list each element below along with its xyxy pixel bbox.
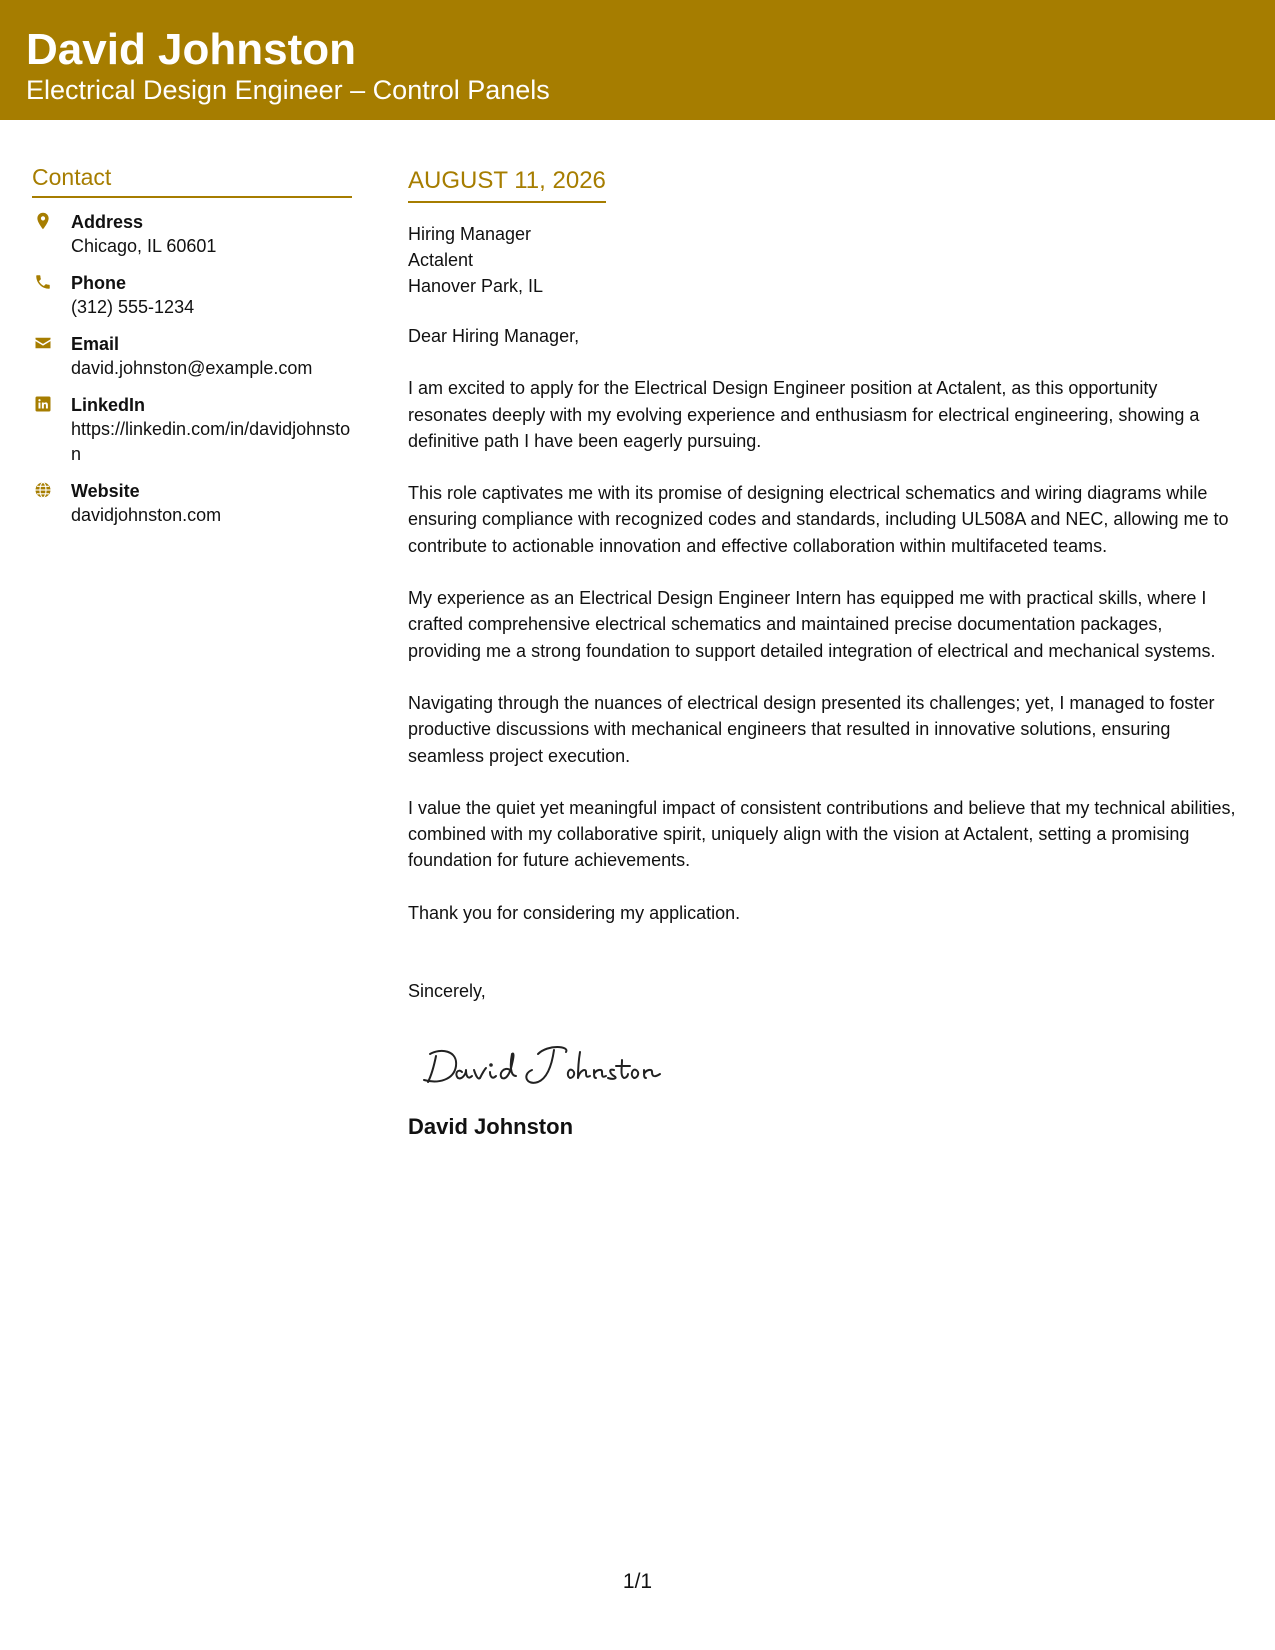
recipient-block bbox=[408, 221, 1238, 299]
address-value: Chicago, IL 60601 bbox=[71, 236, 217, 256]
website-value[interactable]: davidjohnston.com bbox=[71, 505, 222, 525]
contact-label: Email bbox=[71, 334, 120, 354]
contact-website bbox=[32, 479, 352, 528]
contact-address bbox=[32, 210, 352, 259]
contact-email bbox=[32, 332, 352, 381]
recipient-line: Actalent bbox=[408, 250, 474, 270]
contact-linkedin bbox=[32, 393, 352, 467]
letter-body bbox=[408, 164, 1238, 1142]
recipient-line: Hiring Manager bbox=[408, 224, 532, 244]
letter-date: AUGUST 11, 2026 bbox=[408, 164, 606, 203]
contact-phone bbox=[32, 271, 352, 320]
contact-label: Address bbox=[71, 212, 144, 232]
recipient-line: Hanover Park, IL bbox=[408, 276, 544, 296]
contact-label: Website bbox=[71, 481, 140, 501]
email-value[interactable]: david.johnston@example.com bbox=[71, 358, 313, 378]
envelope-icon bbox=[34, 334, 52, 352]
closing: Sincerely, bbox=[408, 981, 486, 1002]
contact-label: LinkedIn bbox=[71, 395, 146, 415]
map-pin-icon bbox=[34, 212, 52, 230]
body-paragraph: This role captivates me with its promise of designing electrical schematics and wiring diagrams while ensuring compliance with recognized codes and standards, including UL508A and NEC, allowing me to contribute to actionable innovation and effective collaboration within multifaceted teams. bbox=[408, 483, 1229, 556]
body-paragraph: I value the quiet yet meaningful impact of consistent contributions and believe that my technical abilities, combined with my collaborative spirit, uniquely align with the vision at Actalent, setting a promising foundation for future achievements. bbox=[408, 797, 1236, 871]
globe-icon bbox=[34, 481, 52, 499]
contact-label: Phone bbox=[71, 273, 127, 293]
body-paragraph: My experience as an Electrical Design Engineer Intern has equipped me with practical skills, where I crafted comprehensive electrical schematics and maintained precise documentation packages, providing me a strong foundation to support detailed integration of electrical and mechanical systems. bbox=[408, 588, 1216, 661]
body-paragraph: Thank you for considering my application. bbox=[408, 902, 741, 923]
signature-image bbox=[418, 1034, 1238, 1096]
signed-name: David Johnston bbox=[408, 1114, 574, 1140]
contact-sidebar bbox=[32, 160, 352, 540]
applicant-name: David Johnston bbox=[26, 25, 357, 74]
header-banner bbox=[0, 0, 1275, 120]
body-paragraph: I am excited to apply for the Electrical Design Engineer position at Actalent, as this opportunity resonates deeply with my evolving experience and enthusiasm for electrical engineering, showing a definitive path I have been eagerly pursuing. bbox=[408, 378, 1200, 451]
phone-value: (312) 555-1234 bbox=[71, 297, 195, 317]
job-title: Electrical Design Engineer – Control Panels bbox=[26, 75, 550, 105]
linkedin-icon bbox=[34, 395, 52, 413]
phone-icon bbox=[34, 273, 52, 291]
body-paragraph: Navigating through the nuances of electrical design presented its challenges; yet, I managed to foster productive discussions with mechanical engineers that resulted in innovative solutions, ensuring seamless project execution. bbox=[408, 692, 1215, 766]
contact-section-title: Contact bbox=[32, 160, 352, 198]
salutation: Dear Hiring Manager, bbox=[408, 326, 580, 346]
linkedin-value[interactable]: https://linkedin.com/in/davidjohnston bbox=[71, 419, 351, 464]
page-number: 1/1 bbox=[622, 1570, 653, 1593]
